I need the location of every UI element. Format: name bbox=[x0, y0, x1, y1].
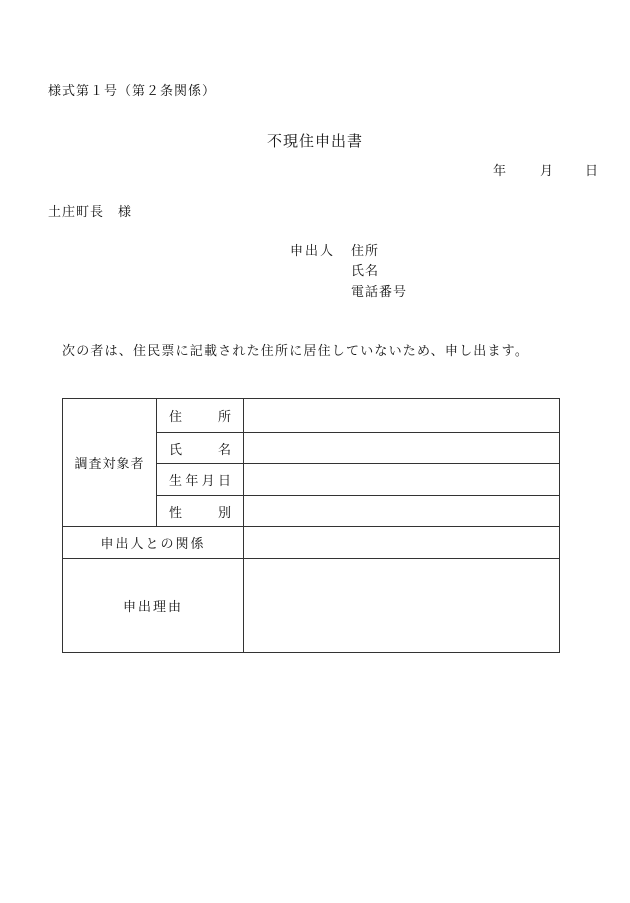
subject-name-field[interactable] bbox=[244, 433, 560, 464]
applicant-address-label: 住所 bbox=[351, 244, 380, 259]
label-part: 日 bbox=[217, 474, 231, 489]
subject-address-label bbox=[157, 399, 244, 433]
subject-address-field[interactable] bbox=[244, 399, 560, 433]
table-row bbox=[63, 527, 560, 559]
label-part: 氏 bbox=[169, 442, 183, 458]
label-part: 所 bbox=[217, 410, 231, 425]
label-part: 生 bbox=[169, 474, 183, 489]
date-year: 年 bbox=[493, 164, 507, 179]
applicant-name-label: 氏名 bbox=[351, 264, 380, 279]
label-part: 年 bbox=[185, 474, 199, 489]
applicant-label: 申出人 bbox=[290, 244, 336, 259]
relationship-label: 申出人との関係 bbox=[63, 527, 244, 559]
subject-birthdate-label bbox=[157, 464, 244, 496]
table-row bbox=[63, 559, 560, 653]
relationship-field[interactable] bbox=[244, 527, 560, 559]
label-part: 住 bbox=[169, 410, 183, 425]
applicant-phone-label: 電話番号 bbox=[351, 285, 408, 300]
date-day: 日 bbox=[585, 164, 599, 179]
reason-field[interactable] bbox=[244, 559, 560, 653]
statement-text: 次の者は、住民票に記載された住所に居住していないため、申し出ます。 bbox=[62, 344, 530, 359]
subject-gender-field[interactable] bbox=[244, 496, 560, 527]
form-number: 様式第１号（第２条関係） bbox=[48, 84, 217, 99]
date-month: 月 bbox=[540, 164, 554, 179]
addressee: 土庄町長 様 bbox=[48, 205, 133, 220]
label-part: 別 bbox=[217, 505, 231, 521]
subject-birthdate-field[interactable] bbox=[244, 464, 560, 496]
label-part: 性 bbox=[169, 505, 183, 521]
label-part: 月 bbox=[201, 474, 215, 489]
survey-table bbox=[62, 398, 560, 653]
subject-name-label bbox=[157, 433, 244, 464]
label-part: 名 bbox=[217, 442, 231, 458]
subject-group-label: 調査対象者 bbox=[63, 399, 157, 527]
reason-label: 申出理由 bbox=[63, 559, 244, 653]
subject-gender-label bbox=[157, 496, 244, 527]
document-title: 不現住申出書 bbox=[266, 132, 363, 150]
table-row bbox=[63, 399, 560, 433]
